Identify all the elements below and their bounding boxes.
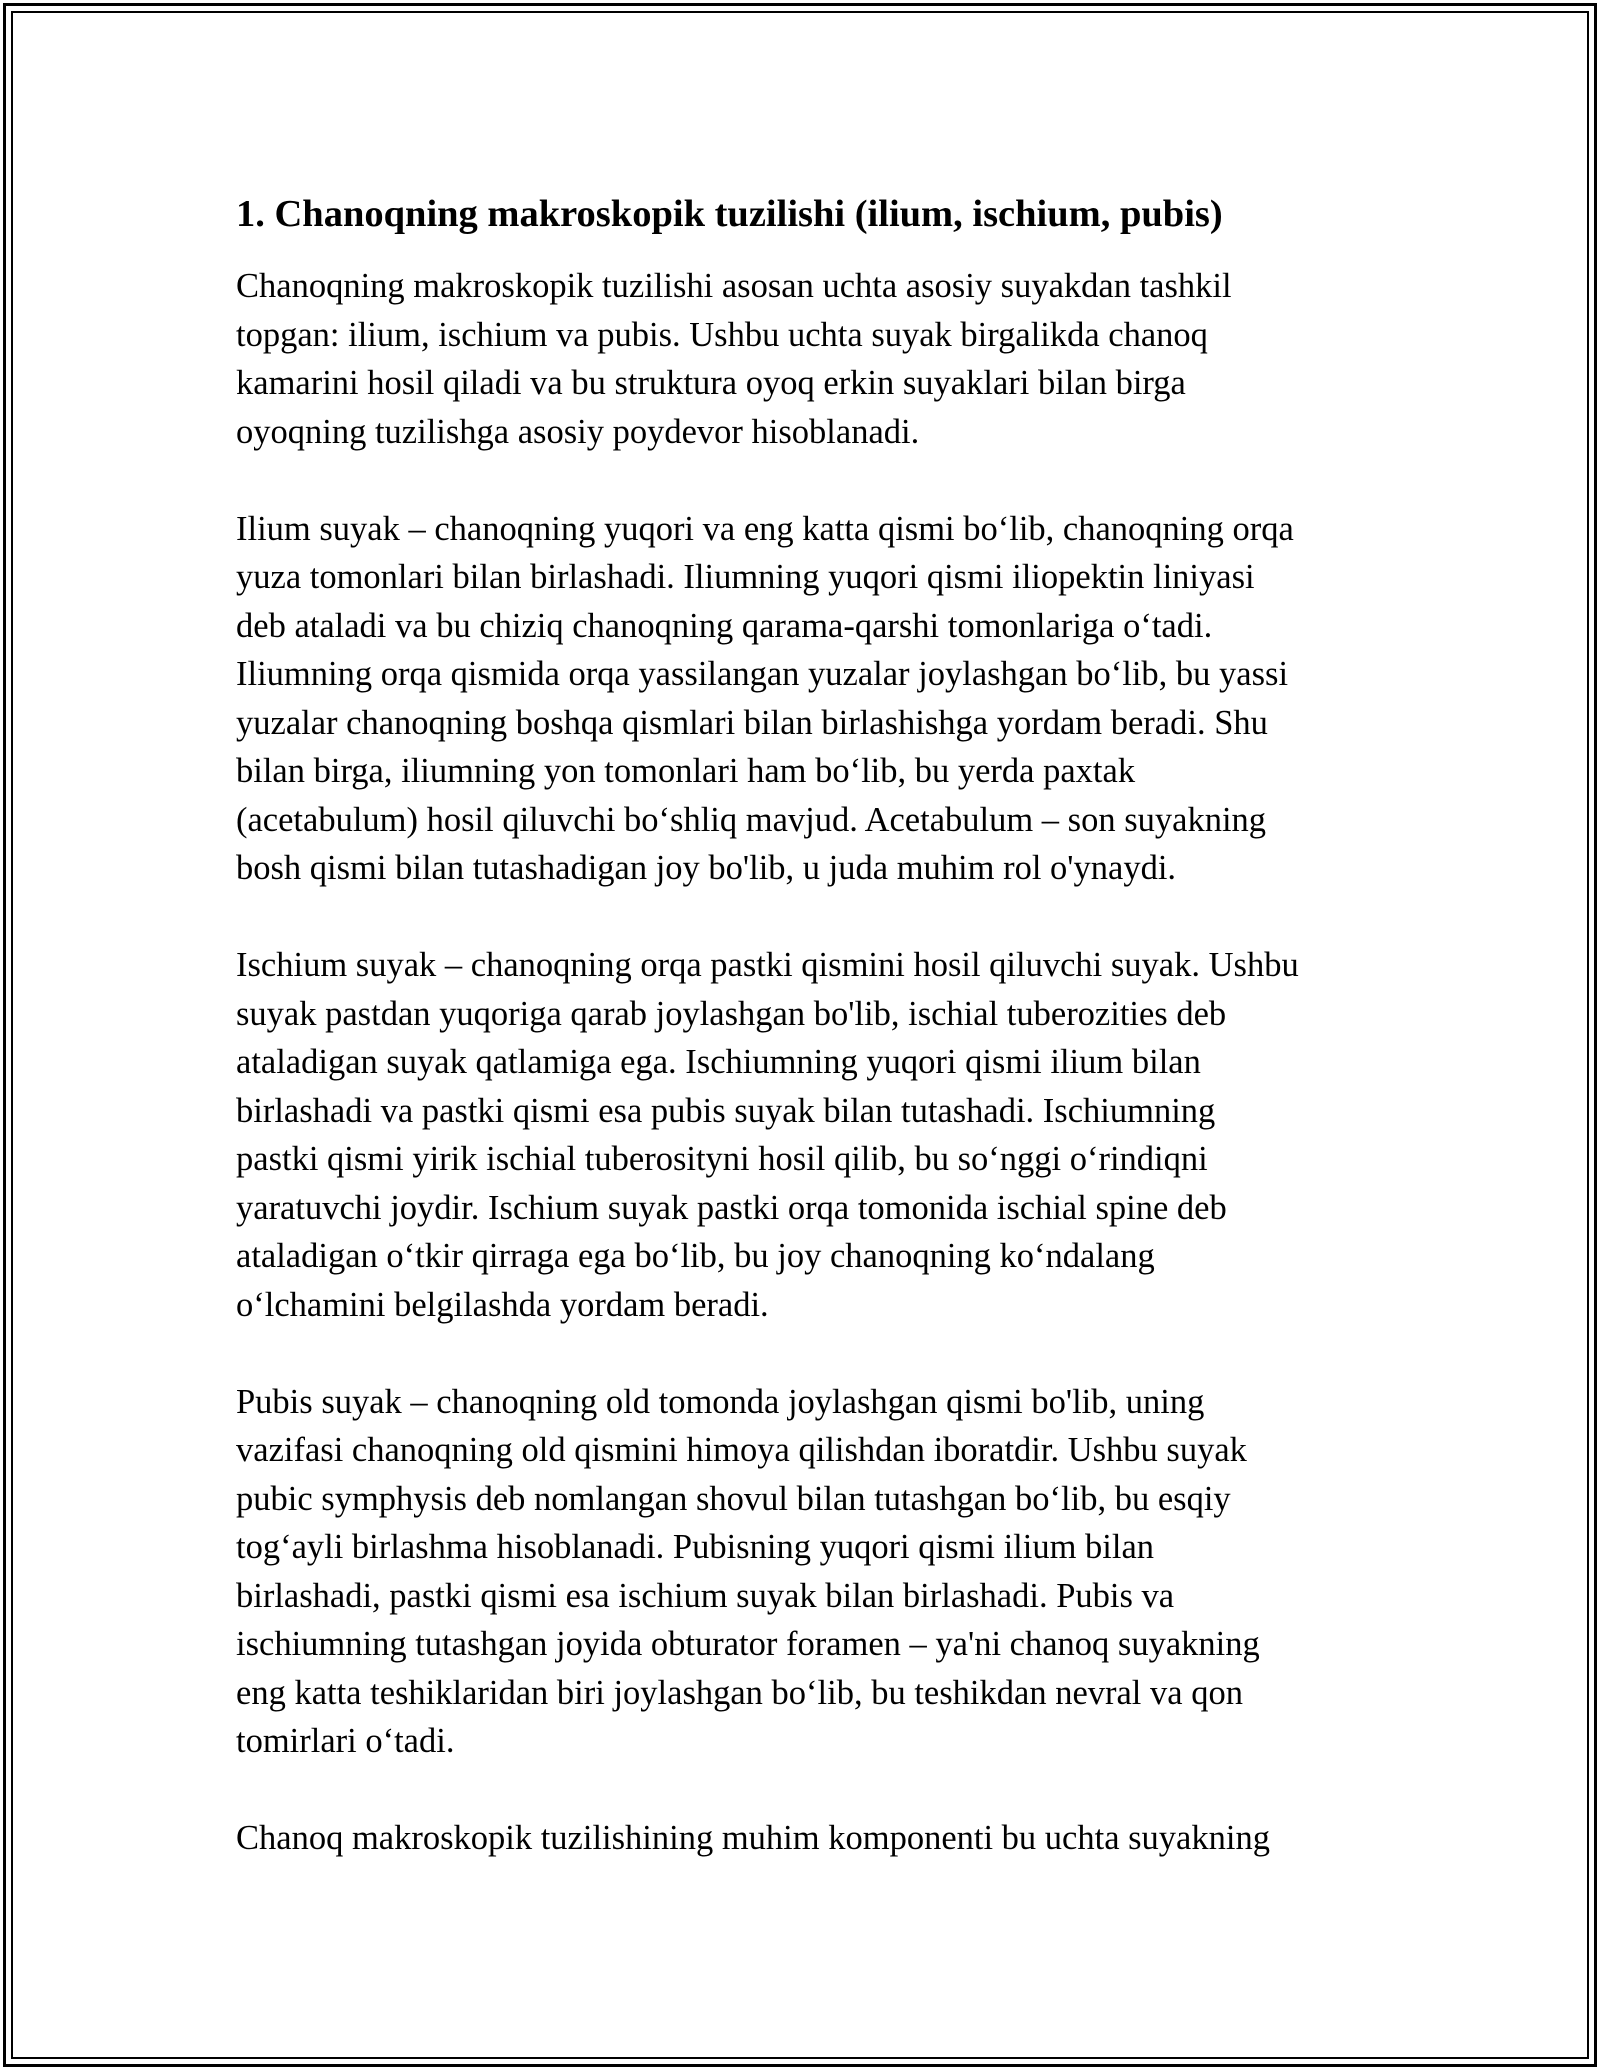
paragraph-intro: [236, 262, 1376, 456]
section-heading: 1. Chanoqning makroskopik tuzilishi (ilium, ischium, pubis): [236, 193, 1223, 235]
paragraph-line: topgan: ilium, ischium va pubis. Ushbu uchta suyak birgalikda chanoq: [236, 315, 1208, 354]
paragraph-summary: [236, 1814, 1376, 1863]
paragraph-line: bosh qismi bilan tutashadigan joy bo'lib, u juda muhim rol o'ynaydi.: [236, 849, 1177, 887]
document-body: [236, 188, 1376, 1863]
paragraph-line: (acetabulum) hosil qiluvchi boʻshliq mavjud. Acetabulum – son suyakning: [236, 800, 1267, 839]
paragraph-line: kamarini hosil qiladi va bu struktura oyoq erkin suyaklari bilan birga: [236, 364, 1186, 402]
paragraph-line: vazifasi chanoqning old qismini himoya qilishdan iboratdir. Ushbu suyak: [236, 1431, 1247, 1469]
paragraph-line: yuza tomonlari bilan birlashadi. Iliumning yuqori qismi iliopektin liniyasi: [236, 558, 1255, 596]
paragraph-line: ataladigan suyak qatlamiga ega. Ischiumning yuqori qismi ilium bilan: [236, 1043, 1201, 1081]
paragraph-line: eng katta teshiklaridan biri joylashgan boʻlib, bu teshikdan nevral va qon: [236, 1673, 1243, 1712]
paragraph-ilium: [236, 505, 1376, 893]
paragraph-line: Chanoqning makroskopik tuzilishi asosan uchta asosiy suyakdan tashkil: [236, 267, 1232, 305]
paragraph-line: Pubis suyak – chanoqning old tomonda joylashgan qismi bo'lib, uning: [236, 1382, 1205, 1421]
paragraph-pubis: [236, 1378, 1376, 1766]
paragraph-line: yaratuvchi joydir. Ischium suyak pastki orqa tomonida ischial spine deb: [236, 1188, 1227, 1227]
paragraph-ischium: [236, 941, 1376, 1329]
paragraph-line: bilan birga, iliumning yon tomonlari ham boʻlib, bu yerda paxtak: [236, 752, 1136, 790]
paragraph-line: Ischium suyak – chanoqning orqa pastki qismini hosil qiluvchi suyak. Ushbu: [236, 946, 1299, 984]
paragraph-line: yuzalar chanoqning boshqa qismlari bilan birlashishga yordam beradi. Shu: [236, 703, 1268, 742]
paragraph-line: Ilium suyak – chanoqning yuqori va eng katta qismi boʻlib, chanoqning orqa: [236, 509, 1294, 548]
paragraph-line: oʻlchamini belgilashda yordam beradi.: [236, 1285, 769, 1324]
paragraph-line: Chanoq makroskopik tuzilishining muhim komponenti bu uchta suyakning: [236, 1819, 1270, 1857]
paragraph-line: Iliumning orqa qismida orqa yassilangan yuzalar joylashgan boʻlib, bu yassi: [236, 655, 1289, 693]
paragraph-line: oyoqning tuzilishga asosiy poydevor hisoblanadi.: [236, 412, 920, 451]
paragraph-line: tomirlari oʻtadi.: [236, 1722, 455, 1760]
paragraph-line: pubic symphysis deb nomlangan shovul bilan tutashgan boʻlib, bu esqiy: [236, 1479, 1231, 1518]
paragraph-line: deb ataladi va bu chiziq chanoqning qarama-qarshi tomonlariga oʻtadi.: [236, 606, 1213, 645]
paragraph-line: suyak pastdan yuqoriga qarab joylashgan bo'lib, ischial tuberozities deb: [236, 994, 1227, 1033]
paragraph-line: pastki qismi yirik ischial tuberosityni hosil qilib, bu soʻnggi oʻrindiqni: [236, 1140, 1208, 1178]
paragraph-line: birlashadi, pastki qismi esa ischium suyak bilan birlashadi. Pubis va: [236, 1576, 1175, 1615]
paragraph-line: birlashadi va pastki qismi esa pubis suyak bilan tutashadi. Ischiumning: [236, 1091, 1216, 1130]
paragraph-line: ischiumning tutashgan joyida obturator foramen – ya'ni chanoq suyakning: [236, 1625, 1260, 1663]
paragraph-line: togʻayli birlashma hisoblanadi. Pubisning yuqori qismi ilium bilan: [236, 1528, 1155, 1566]
paragraph-line: ataladigan oʻtkir qirraga ega boʻlib, bu joy chanoqning koʻndalang: [236, 1237, 1155, 1275]
